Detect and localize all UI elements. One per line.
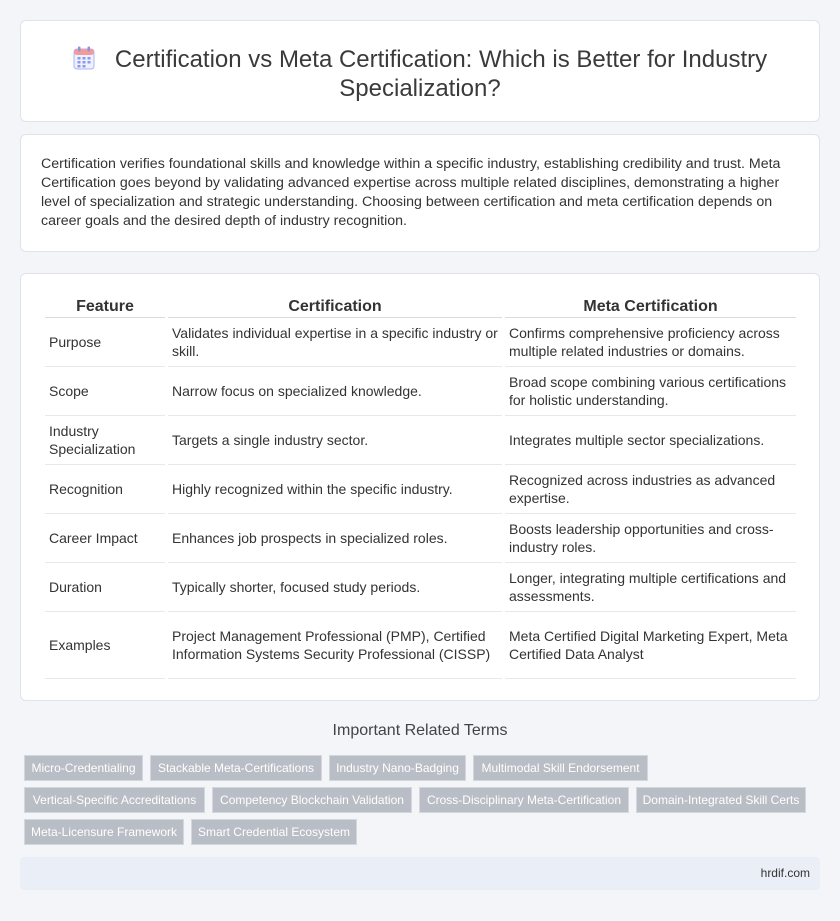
certification-cell: Typically shorter, focused study periods. <box>168 563 502 612</box>
feature-cell: Purpose <box>45 318 165 367</box>
feature-cell: Examples <box>45 612 165 679</box>
related-term-tag[interactable]: Stackable Meta-Certifications <box>150 755 322 781</box>
intro-card <box>20 134 820 252</box>
related-terms-heading: Important Related Terms <box>332 722 508 739</box>
certification-cell: Enhances job prospects in specialized roles. <box>168 514 502 563</box>
related-term-tag[interactable]: Meta-Licensure Framework <box>24 819 184 845</box>
comparison-table <box>42 296 799 679</box>
column-header-feature: Feature <box>45 296 165 318</box>
meta-certification-cell: Confirms comprehensive proficiency across multiple related industries or domains. <box>505 318 796 367</box>
meta-certification-cell: Boosts leadership opportunities and cross-industry roles. <box>505 514 796 563</box>
meta-certification-cell: Recognized across industries as advanced expertise. <box>505 465 796 514</box>
certification-cell: Targets a single industry sector. <box>168 416 502 465</box>
feature-cell: Duration <box>45 563 165 612</box>
related-term-tag[interactable]: Industry Nano-Badging <box>329 755 466 781</box>
feature-cell: Industry Specialization <box>45 416 165 465</box>
meta-certification-cell: Integrates multiple sector specializations. <box>505 416 796 465</box>
table-row <box>45 563 796 612</box>
comparison-card <box>20 273 820 701</box>
table-row <box>45 612 796 679</box>
calendar-icon <box>73 46 95 70</box>
intro-paragraph: Certification verifies foundational skills and knowledge within a specific industry, establishing credibility and trust. Meta Certification goes beyond by validating advanced expertise across multiple related disciplines, demonstrating a higher level of specialization and strategic understanding. Choosing between certification and meta certification depends on career goals and the desired depth of industry recognition. <box>41 156 781 229</box>
footer <box>20 857 820 890</box>
table-header-row <box>45 296 796 318</box>
feature-cell: Career Impact <box>45 514 165 563</box>
table-row <box>45 367 796 416</box>
column-header-certification: Certification <box>168 296 502 318</box>
footer-site-link[interactable]: hrdif.com <box>760 866 810 880</box>
certification-cell: Narrow focus on specialized knowledge. <box>168 367 502 416</box>
related-term-tag[interactable]: Domain-Integrated Skill Certs <box>636 787 806 813</box>
certification-cell: Highly recognized within the specific industry. <box>168 465 502 514</box>
table-row <box>45 465 796 514</box>
related-term-tag[interactable]: Multimodal Skill Endorsement <box>473 755 648 781</box>
feature-cell: Scope <box>45 367 165 416</box>
certification-cell: Validates individual expertise in a specific industry or skill. <box>168 318 502 367</box>
page-title: Certification vs Meta Certification: Which is Better for Industry Specialization? <box>114 46 768 102</box>
title-card <box>20 20 820 122</box>
meta-certification-cell: Broad scope combining various certifications for holistic understanding. <box>505 367 796 416</box>
related-term-tag[interactable]: Micro-Credentialing <box>24 755 143 781</box>
column-header-meta-certification: Meta Certification <box>505 296 796 318</box>
related-term-tag[interactable]: Competency Blockchain Validation <box>212 787 412 813</box>
related-term-tag[interactable]: Cross-Disciplinary Meta-Certification <box>419 787 629 813</box>
related-term-tag[interactable]: Smart Credential Ecosystem <box>191 819 357 845</box>
meta-certification-cell: Longer, integrating multiple certifications and assessments. <box>505 563 796 612</box>
certification-cell: Project Management Professional (PMP), Certified Information Systems Security Professional (CISSP) <box>168 612 502 679</box>
table-row <box>45 514 796 563</box>
page-title-wrap <box>21 45 819 103</box>
meta-certification-cell: Meta Certified Digital Marketing Expert, Meta Certified Data Analyst <box>505 612 796 679</box>
table-row <box>45 416 796 465</box>
related-term-tag[interactable]: Vertical-Specific Accreditations <box>24 787 205 813</box>
table-row <box>45 318 796 367</box>
feature-cell: Recognition <box>45 465 165 514</box>
